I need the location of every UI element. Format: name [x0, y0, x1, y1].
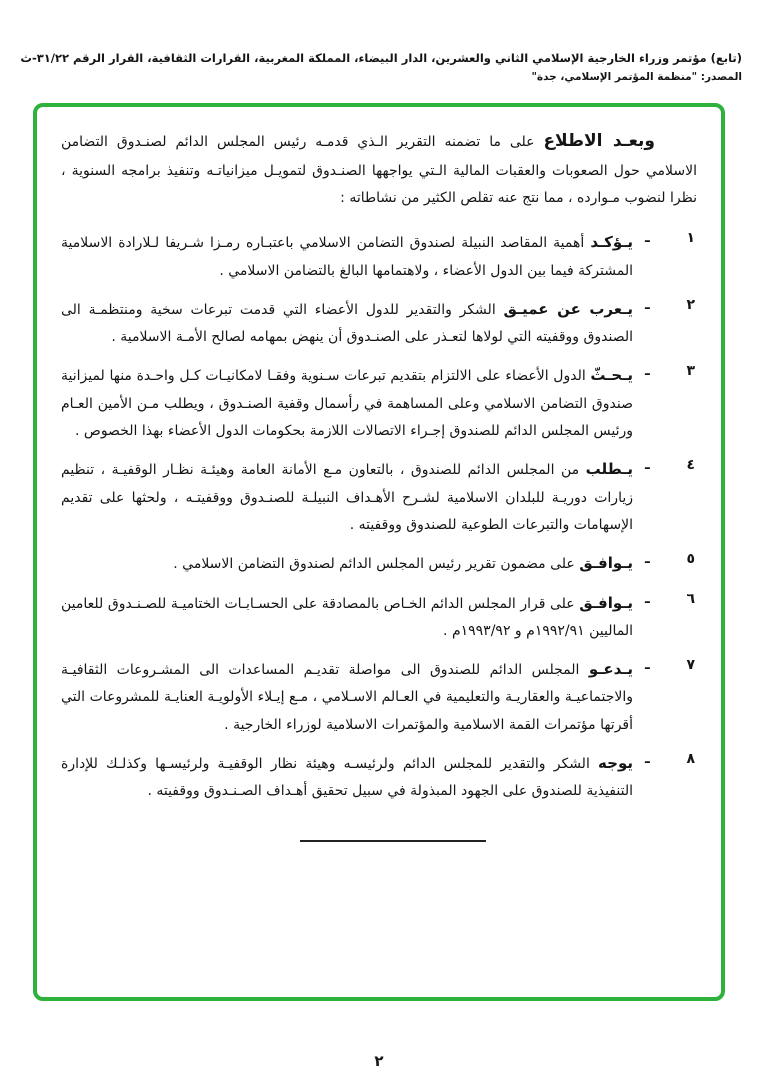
intro-lead-word: وبعـد الاطلاع [543, 130, 655, 151]
resolution-item [61, 549, 697, 578]
page-number: ٢ [374, 1052, 384, 1070]
resolution-item [61, 749, 697, 806]
item-number [633, 549, 697, 578]
intro-text: على ما تضمنه التقرير الـذي قدمـه رئيس المجلس الدائم لصنـدوق التضامن الاسلامي حول الصعوبات والعقبات المالية الـتي يواجهها الصنـدوق لتمويـل ميزانياتـه وتنفيذ برامجه السنوية ، نظرا لنضوب مـوارده ، مما نتج عنه تقلص الكثير من نشاطاته : [61, 133, 697, 206]
document-frame [33, 103, 725, 1001]
item-numeral: ٧ [686, 657, 695, 674]
item-text: يـحـثّ الدول الأعضاء على الالتزام بتقديم تبرعات سـنوية وفقـا لامكانيـات كـل واحـدة منها لميزانية صندوق التضامن الاسلامي وعلى المساهمة في رأسمال وقفية الصنـدوق ، ويطلب مـن الأمين العـام ورئيس المجلس الدائم للصندوق إجـراء الاتصالات اللازمة بحكومات الدول الأعضاء بهذا الخصوص . [61, 366, 633, 440]
item-number [633, 361, 697, 445]
item-lead-word: يـحـثّ [590, 366, 633, 385]
item-number [633, 455, 697, 539]
intro-paragraph [61, 125, 697, 213]
document-header [0, 0, 758, 87]
resolution-item [61, 228, 697, 285]
item-dash: ـ [645, 590, 650, 607]
item-text: يـوافـق على قرار المجلس الدائم الخـاص بالمصادقة على الحسـابـات الختاميـة للصـنـدوق للعامين الماليين ١٩٩٢/٩١م و ١٩٩٣/٩٢م . [61, 593, 633, 639]
item-dash: ـ [645, 657, 650, 674]
item-text: يـعرب عن عميـق الشكر والتقدير للدول الأعضاء التي قدمت تبرعات سخية ومنتظمـة الى الصندوق ووقفيته التي لولاها لتعـذر على الصنـدوق أن ينهض بمهامه لصالح الأمـة الاسلامية . [61, 299, 633, 346]
resolution-item [61, 361, 697, 445]
item-number [633, 295, 697, 352]
item-text: يـدعـو المجلس الدائم للصندوق الى مواصلة تقديـم المساعدات الى المشـروعات الثقافيـة والاجتماعيـة والعقاريـة والتعليمية في العـالم الاسـلامي ، مـع إيـلاء الأولويـة العنايـة للمشروعات التي أقرتها مؤتمرات القمة الاسلامية والمؤتمرات الاسلامية لوزراء الخارجية . [61, 660, 634, 733]
header-publisher-line: المصدر: "منظمة المؤتمر الإسلامي، جدة" [531, 70, 742, 83]
item-text: يوجه الشكر والتقدير للمجلس الدائم ولرئيسـه وهيئة نظار الوقفيـة ولرئيسـها وكذلـك للإدارة التنفيذية للصندوق على الجهود المبذولة في سبيل تحقيق أهـداف الصـنـدوق ووقفيته . [61, 754, 633, 800]
item-dash: ـ [645, 230, 650, 247]
item-number [633, 655, 697, 739]
header-source-line: (تابع) مؤتمر وزراء الخارجية الإسلامي الثاني والعشرين، الدار البيضاء، المملكة المغربية، القرارات الثقافية، القرار الرقم ٣١/٢٢-ث [20, 51, 742, 65]
item-dash: ـ [645, 363, 650, 380]
item-lead-word: يـدعـو [588, 660, 634, 679]
item-lead-word: يـعرب عن عميـق [503, 299, 633, 318]
resolution-item [61, 589, 697, 646]
item-text: يـطلب من المجلس الدائم للصندوق ، بالتعاون مـع الأمانة العامة وهيئـة نظـار الوقفيـة ، تنظيم زيارات دوريـة للبلدان الاسلامية لشـرح الأهـداف النبيلـة للصنـدوق ووقفيتـه ، ولحثها على تقديم الإسهامات والتبرعات الطوعية للصندوق ووقفيته . [61, 460, 633, 533]
resolution-item [61, 295, 697, 352]
item-numeral: ٤ [686, 457, 695, 474]
item-numeral: ٨ [686, 751, 695, 768]
item-number [633, 749, 697, 806]
resolution-item [61, 455, 697, 539]
item-numeral: ٢ [686, 296, 695, 313]
item-lead-word: يوجه [598, 754, 633, 773]
item-numeral: ١ [686, 230, 695, 247]
item-dash: ـ [645, 551, 650, 568]
item-lead-word: يـطلب [585, 460, 633, 479]
item-dash: ـ [645, 296, 650, 313]
item-text: يـوافـق على مضمون تقرير رئيس المجلس الدائم لصندوق التضامن الاسلامي . [173, 554, 633, 573]
item-text: يـؤكـد أهمية المقاصد النبيلة لصندوق التضامن الاسلامي باعتبـاره رمـزا شـريفا لـلارادة الاسلامية المشتركة فيما بين الدول الأعضاء ، ولاهتمامها البالغ بالتضامن الاسلامي . [61, 233, 634, 279]
item-lead-word: يـوافـق [579, 554, 633, 573]
item-numeral: ٥ [686, 551, 695, 568]
item-lead-word: يـؤكـد [590, 233, 634, 252]
item-numeral: ٦ [686, 590, 695, 607]
item-numeral: ٣ [686, 363, 695, 380]
item-number [633, 589, 697, 646]
signature-divider-line [300, 840, 486, 842]
item-number [633, 228, 697, 285]
item-dash: ـ [645, 457, 650, 474]
item-lead-word: يـوافـق [579, 593, 633, 612]
resolution-item [61, 655, 697, 739]
item-dash: ـ [645, 751, 650, 768]
